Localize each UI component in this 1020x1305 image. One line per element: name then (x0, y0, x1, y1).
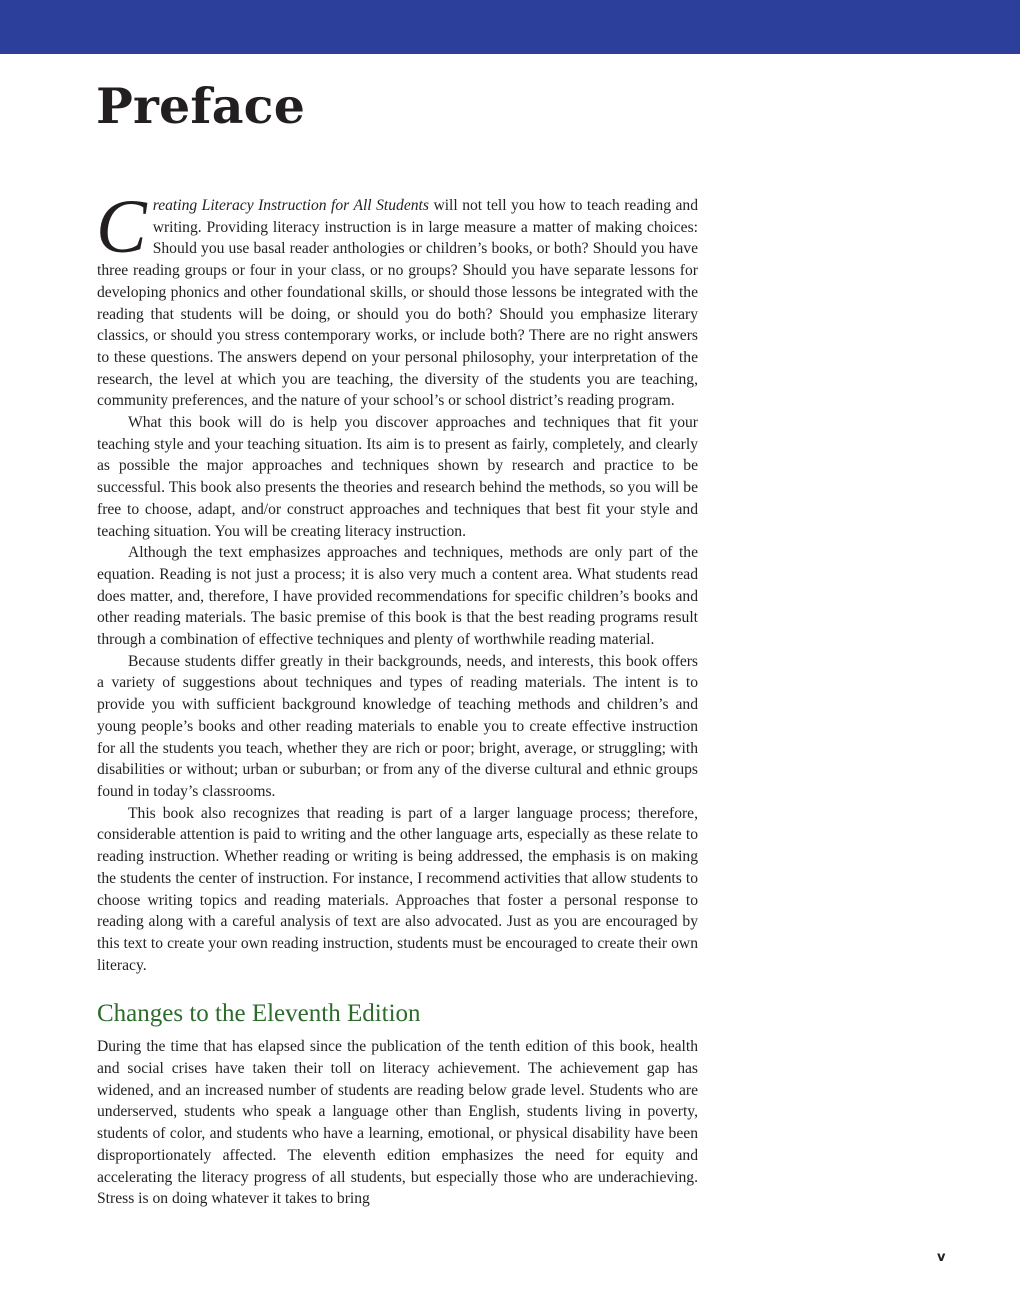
page-number: v (937, 1250, 946, 1265)
section-heading-changes: Changes to the Eleventh Edition (97, 1000, 421, 1028)
drop-cap: C (96, 185, 147, 269)
book-title: reating Literacy Instruction for All Students (152, 197, 429, 214)
header-color-band (0, 0, 1020, 54)
body-text (96, 185, 699, 1210)
preface-paragraph-4: Because students differ greatly in their backgrounds, needs, and interests, this book offers a variety of suggestions about techniques and types of reading materials. The intent is to provide you with sufficient background knowledge of teaching methods and children’s and young people’s books and other reading materials to enable you to create effective instruction for all the students you teach, whether they are rich or poor; bright, average, or struggling; with disabilities or without; urban or suburban; or from any of the diverse cultural and ethnic groups found in today’s classrooms. (97, 652, 698, 800)
preface-paragraph-2: What this book will do is help you discover approaches and techniques that fit your teaching style and your teaching situation. Its aim is to present as fairly, completely, and clearly as possible the major approaches and techniques shown by research and practice to be successful. This book also presents the theories and research behind the methods, so you will be free to choose, adapt, and/or construct approaches and techniques that best fit your style and teaching situation. You will be creating literacy instruction. (97, 414, 698, 540)
preface-paragraph-3: Although the text emphasizes approaches and techniques, methods are only part of the equation. Reading is not just a process; it is also very much a content area. What students read does matter, and, therefore, I have provided recommendations for specific children’s books and other reading materials. The basic premise of this book is that the best reading programs result through a combination of effective techniques and plenty of worthwhile reading material. (97, 544, 698, 649)
preface-paragraph-1-text: will not tell you how to teach reading and writing. Providing literacy instruction is in large measure a matter of making choices: Should you use basal reader anthologies or children’s books, or both? Should you have three reading groups or four in your class, or no groups? Should you have separate lessons for developing phonics and other foundational skills, or should those lessons be integrated with the reading that students will be doing, or should you do both? Should you emphasize literary classics, or should you stress contemporary works, or include both? There are no right answers to these questions. The answers depend on your personal philosophy, your interpretation of the research, the level at which you are teaching, the diversity of the students you are teaching, community preferences, and the nature of your school’s or school district’s reading program. (97, 197, 699, 410)
preface-paragraph-1 (96, 185, 699, 412)
preface-paragraph-5: This book also recognizes that reading is part of a larger language process; therefore, considerable attention is paid to writing and the other language arts, especially as these relate to reading instruction. Whether reading or writing is being addressed, the emphasis is on making the students the center of instruction. For instance, I recommend activities that allow students to choose writing topics and reading materials. Approaches that foster a personal response to reading along with a careful analysis of text are also advocated. Just as you are encouraged by this text to create your own reading instruction, students must be encouraged to create their own literacy. (97, 804, 698, 974)
changes-paragraph: During the time that has elapsed since the publication of the tenth edition of this book, health and social crises have taken their toll on literacy achievement. The achievement gap has widened, and an increased number of students are reading below grade level. Students who are underserved, students who speak a language other than English, students living in poverty, students of color, and students who have a learning, emotional, or physical disability have been disproportionately affected. The eleventh edition emphasizes the need for equity and accelerating the literacy progress of all students, but especially those who are underachieving. Stress is on doing whatever it takes to bring (97, 1038, 698, 1208)
page-title: Preface (96, 77, 306, 135)
